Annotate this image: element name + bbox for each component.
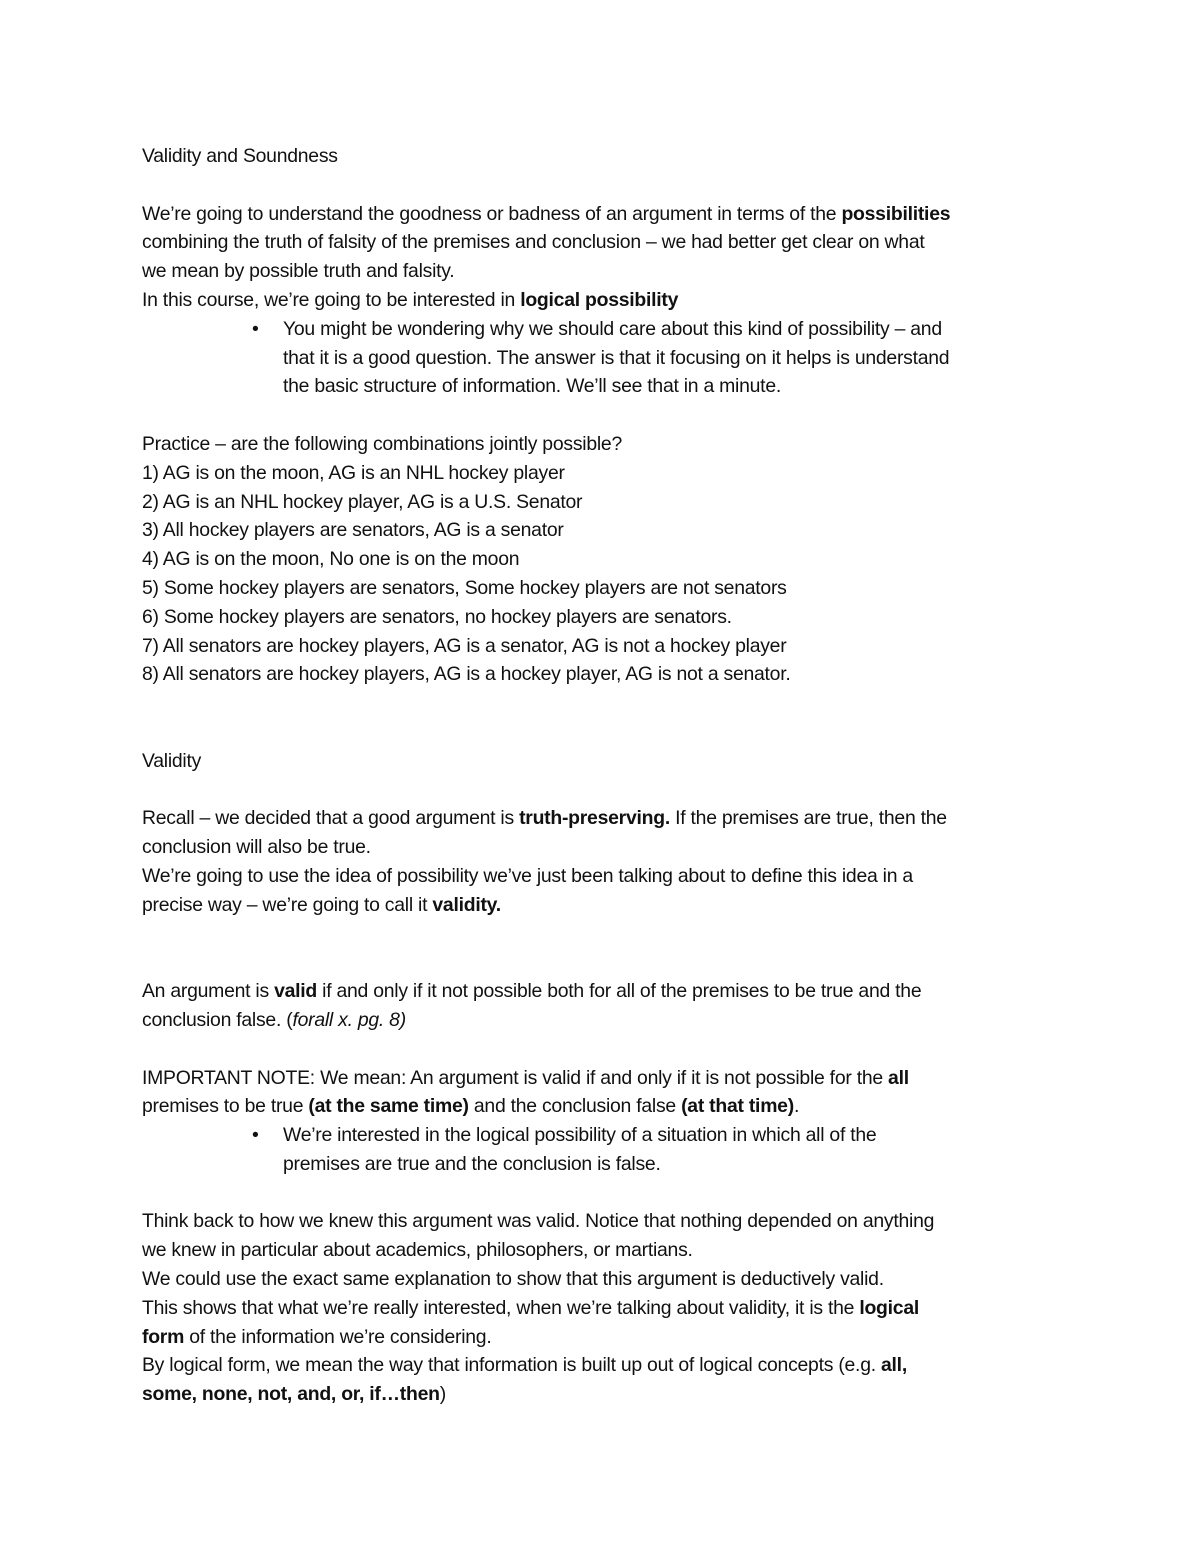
- validity-heading: Validity: [142, 749, 202, 772]
- bullet-logical-possibility: [142, 1121, 1072, 1179]
- bold-logical-possibility: logical possibility: [520, 288, 679, 311]
- practice-heading: Practice – are the following combinations jointly possible?: [142, 432, 622, 455]
- bold-possibilities: possibilities: [841, 202, 951, 225]
- practice-item: 2) AG is an NHL hockey player, AG is a U.S. Senator: [142, 490, 583, 513]
- recall-line-1: Recall – we decided that a good argument is truth-preserving. If the premises are true, then the: [142, 807, 947, 830]
- paragraph-intro-line-1: We’re going to understand the goodness or badness of an argument in terms of the possibilities: [142, 202, 951, 225]
- bullet-line: the basic structure of information. We’ll see that in a minute.: [283, 375, 781, 398]
- use-line-2: precise way – we’re going to call it validity.: [142, 893, 501, 916]
- document-title: Validity and Soundness: [142, 145, 338, 167]
- logical-form-line-1: By logical form, we mean the way that information is built up out of logical concepts (e.g. all,: [142, 1354, 907, 1377]
- definition-line-2: conclusion false. (forall x. pg. 8): [142, 1008, 406, 1031]
- bullet-line: You might be wondering why we should care about this kind of possibility – and: [283, 317, 942, 340]
- logical-form-line-2: some, none, not, and, or, if…then): [142, 1383, 446, 1406]
- shows-line-2: form of the information we’re considering.: [142, 1325, 492, 1348]
- bullet-line: that it is a good question. The answer is that it focusing on it helps is understand: [283, 346, 950, 369]
- bullet-line: We’re interested in the logical possibility of a situation in which all of the: [283, 1124, 877, 1147]
- practice-item: 3) All hockey players are senators, AG is a senator: [142, 519, 564, 542]
- bold-truth-preserving: truth-preserving.: [519, 807, 670, 830]
- bold-logical: logical: [859, 1296, 919, 1319]
- practice-item: 1) AG is on the moon, AG is an NHL hockey player: [142, 461, 565, 484]
- use-line-1: We’re going to use the idea of possibility we’ve just been talking about to define this idea in a: [142, 864, 913, 887]
- citation-forallx: forall x. pg. 8): [292, 1008, 406, 1031]
- practice-item: 7) All senators are hockey players, AG is a senator, AG is not a hockey player: [142, 634, 787, 657]
- bullet-why-care: [142, 315, 1072, 401]
- recall-line-2: conclusion will also be true.: [142, 836, 371, 859]
- shows-line-1: This shows that what we’re really interested, when we’re talking about validity, it is the logical: [142, 1296, 919, 1319]
- practice-item: 5) Some hockey players are senators, Some hockey players are not senators: [142, 576, 787, 599]
- bullet-line: premises are true and the conclusion is false.: [283, 1152, 661, 1175]
- paragraph-intro-line-3: we mean by possible truth and falsity.: [142, 260, 455, 283]
- bold-at-that-time: (at that time): [681, 1095, 794, 1118]
- important-note-line-1: IMPORTANT NOTE: We mean: An argument is valid if and only if it is not possible for the all: [142, 1066, 909, 1089]
- bold-all-concept: all,: [881, 1354, 907, 1377]
- same-explanation-line: We could use the exact same explanation to show that this argument is deductively valid.: [142, 1268, 884, 1291]
- think-line-2: we knew in particular about academics, philosophers, or martians.: [142, 1239, 693, 1262]
- bold-valid: valid: [274, 980, 318, 1003]
- bold-validity: validity.: [432, 893, 501, 916]
- think-line-1: Think back to how we knew this argument was valid. Notice that nothing depended on anything: [142, 1210, 935, 1233]
- bullet-icon: •: [252, 1124, 259, 1147]
- document-body: [142, 142, 1072, 1409]
- practice-item: 4) AG is on the moon, No one is on the moon: [142, 548, 520, 571]
- bold-form: form: [142, 1325, 185, 1348]
- practice-item: 8) All senators are hockey players, AG is a hockey player, AG is not a senator.: [142, 663, 791, 686]
- bold-logical-concepts: some, none, not, and, or, if…then: [142, 1383, 440, 1406]
- bold-all: all: [888, 1066, 909, 1089]
- bold-at-same-time: (at the same time): [308, 1095, 469, 1118]
- bullet-icon: •: [252, 317, 259, 340]
- paragraph-intro-line-2: combining the truth of falsity of the premises and conclusion – we had better get clear on what: [142, 231, 925, 254]
- definition-line-1: An argument is valid if and only if it not possible both for all of the premises to be true and the: [142, 980, 922, 1003]
- paragraph-course-line: In this course, we’re going to be interested in logical possibility: [142, 288, 679, 311]
- important-note-line-2: premises to be true (at the same time) and the conclusion false (at that time).: [142, 1095, 800, 1118]
- practice-item: 6) Some hockey players are senators, no hockey players are senators.: [142, 605, 732, 628]
